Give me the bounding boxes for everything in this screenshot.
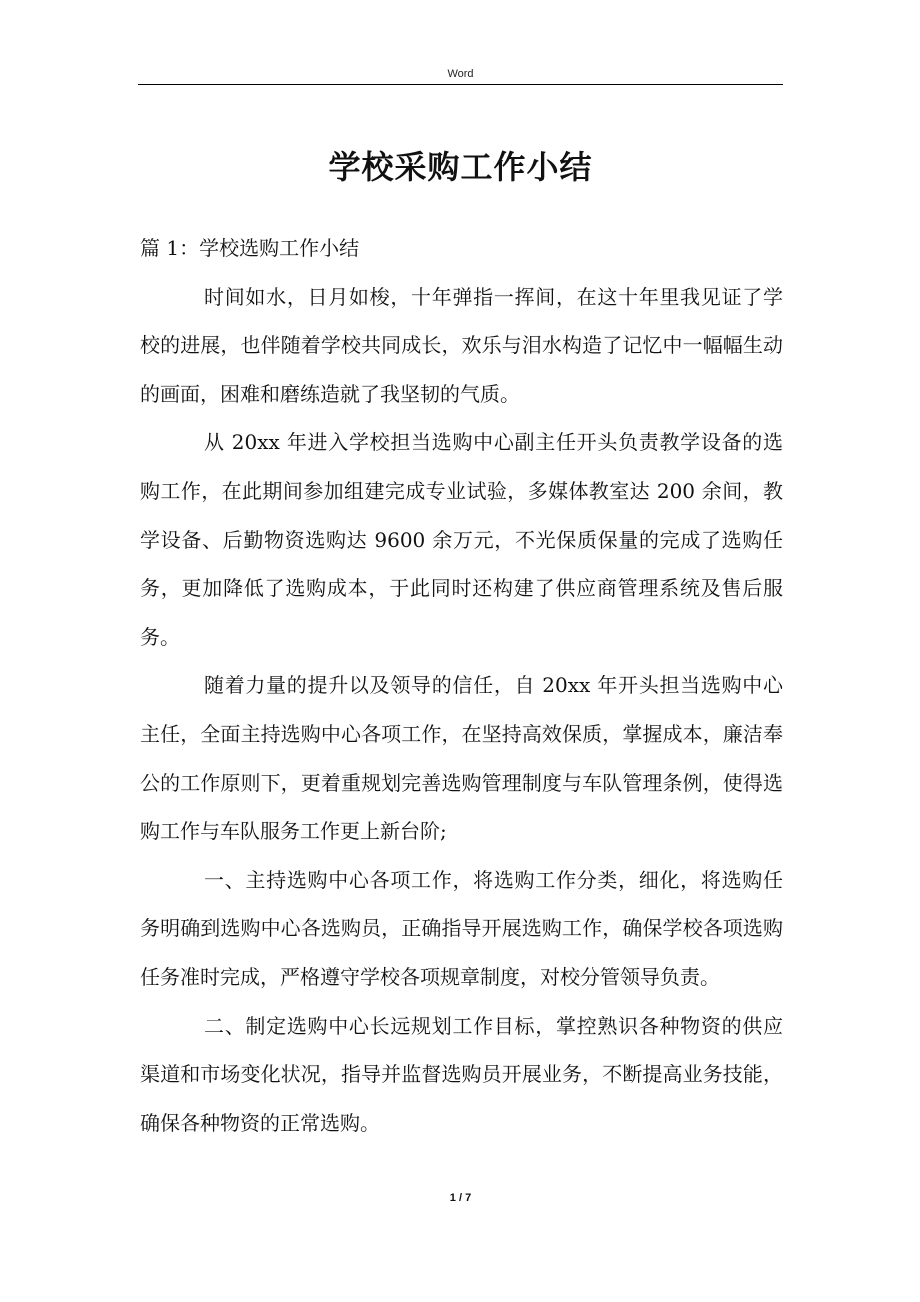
body-paragraph: 二、制定选购中心长远规划工作目标，掌控熟识各种物资的供应渠道和市场变化状况，指导并监督选购员开展业务，不断提高业务技能，确保各种物资的正常选购。 bbox=[140, 1013, 783, 1135]
page-number: 1 / 7 bbox=[449, 1192, 472, 1204]
section-heading: 篇 1：学校选购工作小结 bbox=[140, 236, 360, 260]
body-paragraph: 从 20xx 年进入学校担当选购中心副主任开头负责教学设备的选购工作，在此期间参加组建完成专业试验，多媒体教室达 200 余间，教学设备、后勤物资选购达 9600 余万元，不光保质保量的完成了选购任务，更加降低了选购成本，于此同时还构建了供应商管理系统及售后服务。 bbox=[140, 430, 783, 649]
body-paragraph: 一、主持选购中心各项工作，将选购工作分类，细化，将选购任务明确到选购中心各选购员，正确指导开展选购工作，确保学校各项选购任务准时完成，严格遵守学校各项规章制度，对校分管领导负责。 bbox=[140, 867, 783, 989]
header-divider bbox=[138, 84, 783, 85]
document-title: 学校采购工作小结 bbox=[328, 148, 593, 186]
document-body bbox=[140, 224, 783, 1147]
body-paragraph: 随着力量的提升以及领导的信任，自 20xx 年开头担当选购中心主任，全面主持选购中心各项工作，在坚持高效保质，掌握成本，廉洁奉公的工作原则下，更着重规划完善选购管理制度与车队管理条例，使得选购工作与车队服务工作更上新台阶; bbox=[140, 673, 783, 844]
page-header-app-name: Word bbox=[447, 68, 474, 80]
body-paragraph: 时间如水，日月如梭，十年弹指一挥间，在这十年里我见证了学校的进展，也伴随着学校共同成长，欢乐与泪水构造了记忆中一幅幅生动的画面，困难和磨练造就了我坚韧的气质。 bbox=[140, 284, 783, 406]
